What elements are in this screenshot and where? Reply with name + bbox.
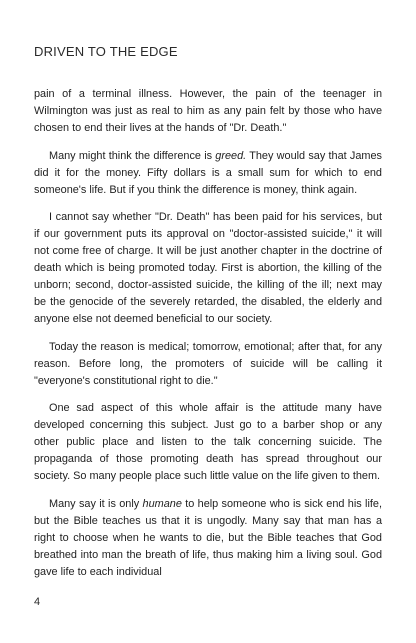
paragraph-2-end: They would say that James did it for the money. Fifty dollars is a small sum for which to end someone's life. But if you think the difference is money, think again.: [34, 149, 382, 196]
page-number: 4: [34, 596, 41, 608]
paragraph-5: One sad aspect of this whole affair is the attitude many have developed concerning this subject. Just go to a barber shop or any other public place and listen to the talk concerning suicide. The propaganda of those promoting death has spread throughout our society. So many people place such little value on the life given to them.: [34, 402, 382, 482]
paragraph-1: pain of a terminal illness. However, the pain of the teenager in Wilmington was just as real to him as any pain felt by those who have chosen to end their lives at the hands of "Dr. Death.": [34, 88, 382, 134]
emphasis-humane: humane: [142, 497, 182, 510]
body-text: [34, 86, 382, 591]
paragraph-4: Today the reason is medical; tomorrow, emotional; after that, for any reason. Before long, the promoters of suicide will be calling it "everyone's constitutional right to die.": [34, 340, 382, 387]
paragraph-6-start: Many say it is only: [49, 497, 143, 510]
running-head: DRIVEN TO THE EDGE: [34, 44, 178, 59]
paragraph-3: I cannot say whether "Dr. Death" has been paid for his services, but if our government puts its approval on "doctor-assisted suicide," it will not come free of charge. It will be just another chapter in the doctrine of death which is being promoted today. First is abortion, the killing of the unborn; second, doctor-assisted suicide, the killing of the ill; next may be the genocide of the severely retarded, the disabled, the elderly and anyone else not deemed beneficial to our society.: [34, 211, 382, 325]
paragraph-6-end: to help someone who is sick end his life, but the Bible teaches us that it is ungodly. Many say that man has a right to choose when he wants to die, but the Bible teaches that God breathed into man the breath of life, thus making him a living soul. God gave life to each individual: [34, 497, 382, 578]
emphasis-greed: greed.: [215, 149, 247, 162]
paragraph-2: [34, 148, 382, 199]
paragraph-2-start: Many might think the difference is: [49, 149, 216, 162]
paragraph-6: [34, 496, 382, 581]
